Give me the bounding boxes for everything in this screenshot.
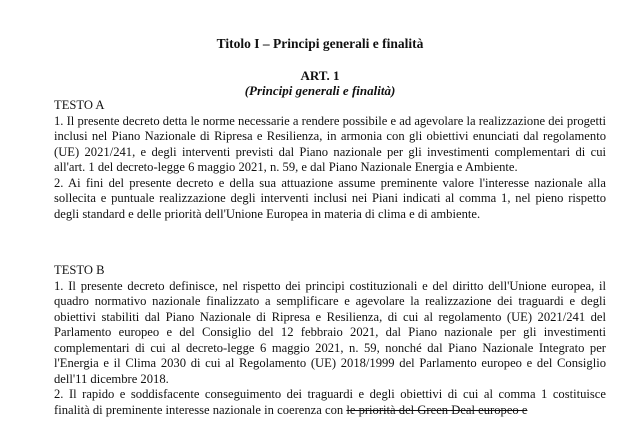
article-number: ART. 1	[300, 68, 340, 83]
testo-a-paragraph-2: 2. Ai fini del presente decreto e della sua attuazione assume preminente valore l'interesse nazionale alla sollecita e puntuale realizzazione degli interventi inclusi nei Piani indicati al comma 1, nel pieno rispetto degli standard e delle priorità dell'Unione Europea in materia di clima e di ambiente.	[54, 175, 606, 221]
testo-b-heading: TESTO B	[54, 263, 105, 277]
testo-a-section	[54, 98, 606, 222]
testo-b-section	[54, 263, 606, 418]
testo-b-struck-text: le priorità del Green Deal europeo e	[346, 402, 528, 417]
testo-b-paragraph-2	[54, 387, 606, 418]
testo-b-paragraph-2-text: 2. Il rapido e soddisfacente conseguimento dei traguardi e degli obiettivi di cui al comma 1 costituisce finalità di preminente interesse nazionale in coerenza con	[54, 387, 606, 417]
article-subtitle: (Principi generali e finalità)	[244, 83, 396, 98]
testo-b-paragraph-1: 1. Il presente decreto definisce, nel rispetto dei principi costituzionali e del diritto dell'Unione europea, il quadro normativo nazionale finalizzato a semplificare e agevolare la realizzazione dei traguardi e degli obiettivi stabiliti dal Piano Nazionale di Ripresa e Resilienza, di cui al regolamento (UE) 2021/241 del Parlamento europeo e del Consiglio del 12 febbraio 2021, dal Piano nazionale per gli investimenti complementari di cui al decreto-legge 6 maggio 2021, n. 59, nonché dal Piano Nazionale Integrato per l'Energia e il Clima 2030 di cui al Regolamento (UE) 2018/1999 del Parlamento europeo e del Consiglio dell'11 dicembre 2018.	[54, 278, 606, 386]
testo-a-paragraph-1: 1. Il presente decreto detta le norme necessarie a rendere possibile e ad agevolare la realizzazione dei progetti inclusi nel Piano Nazionale di Ripresa e Resilienza, in armonia con gli obiettivi enunciati dal regolamento (UE) 2021/241, e degli interventi previsti dal Piano nazionale per gli investimenti complementari di cui all'art. 1 del decreto-legge 6 maggio 2021, n. 59, e dal Piano Nazionale Energia e Ambiente.	[54, 113, 606, 175]
testo-a-heading: TESTO A	[54, 98, 105, 112]
document-title: Titolo I – Principi generali e finalità	[216, 36, 424, 51]
